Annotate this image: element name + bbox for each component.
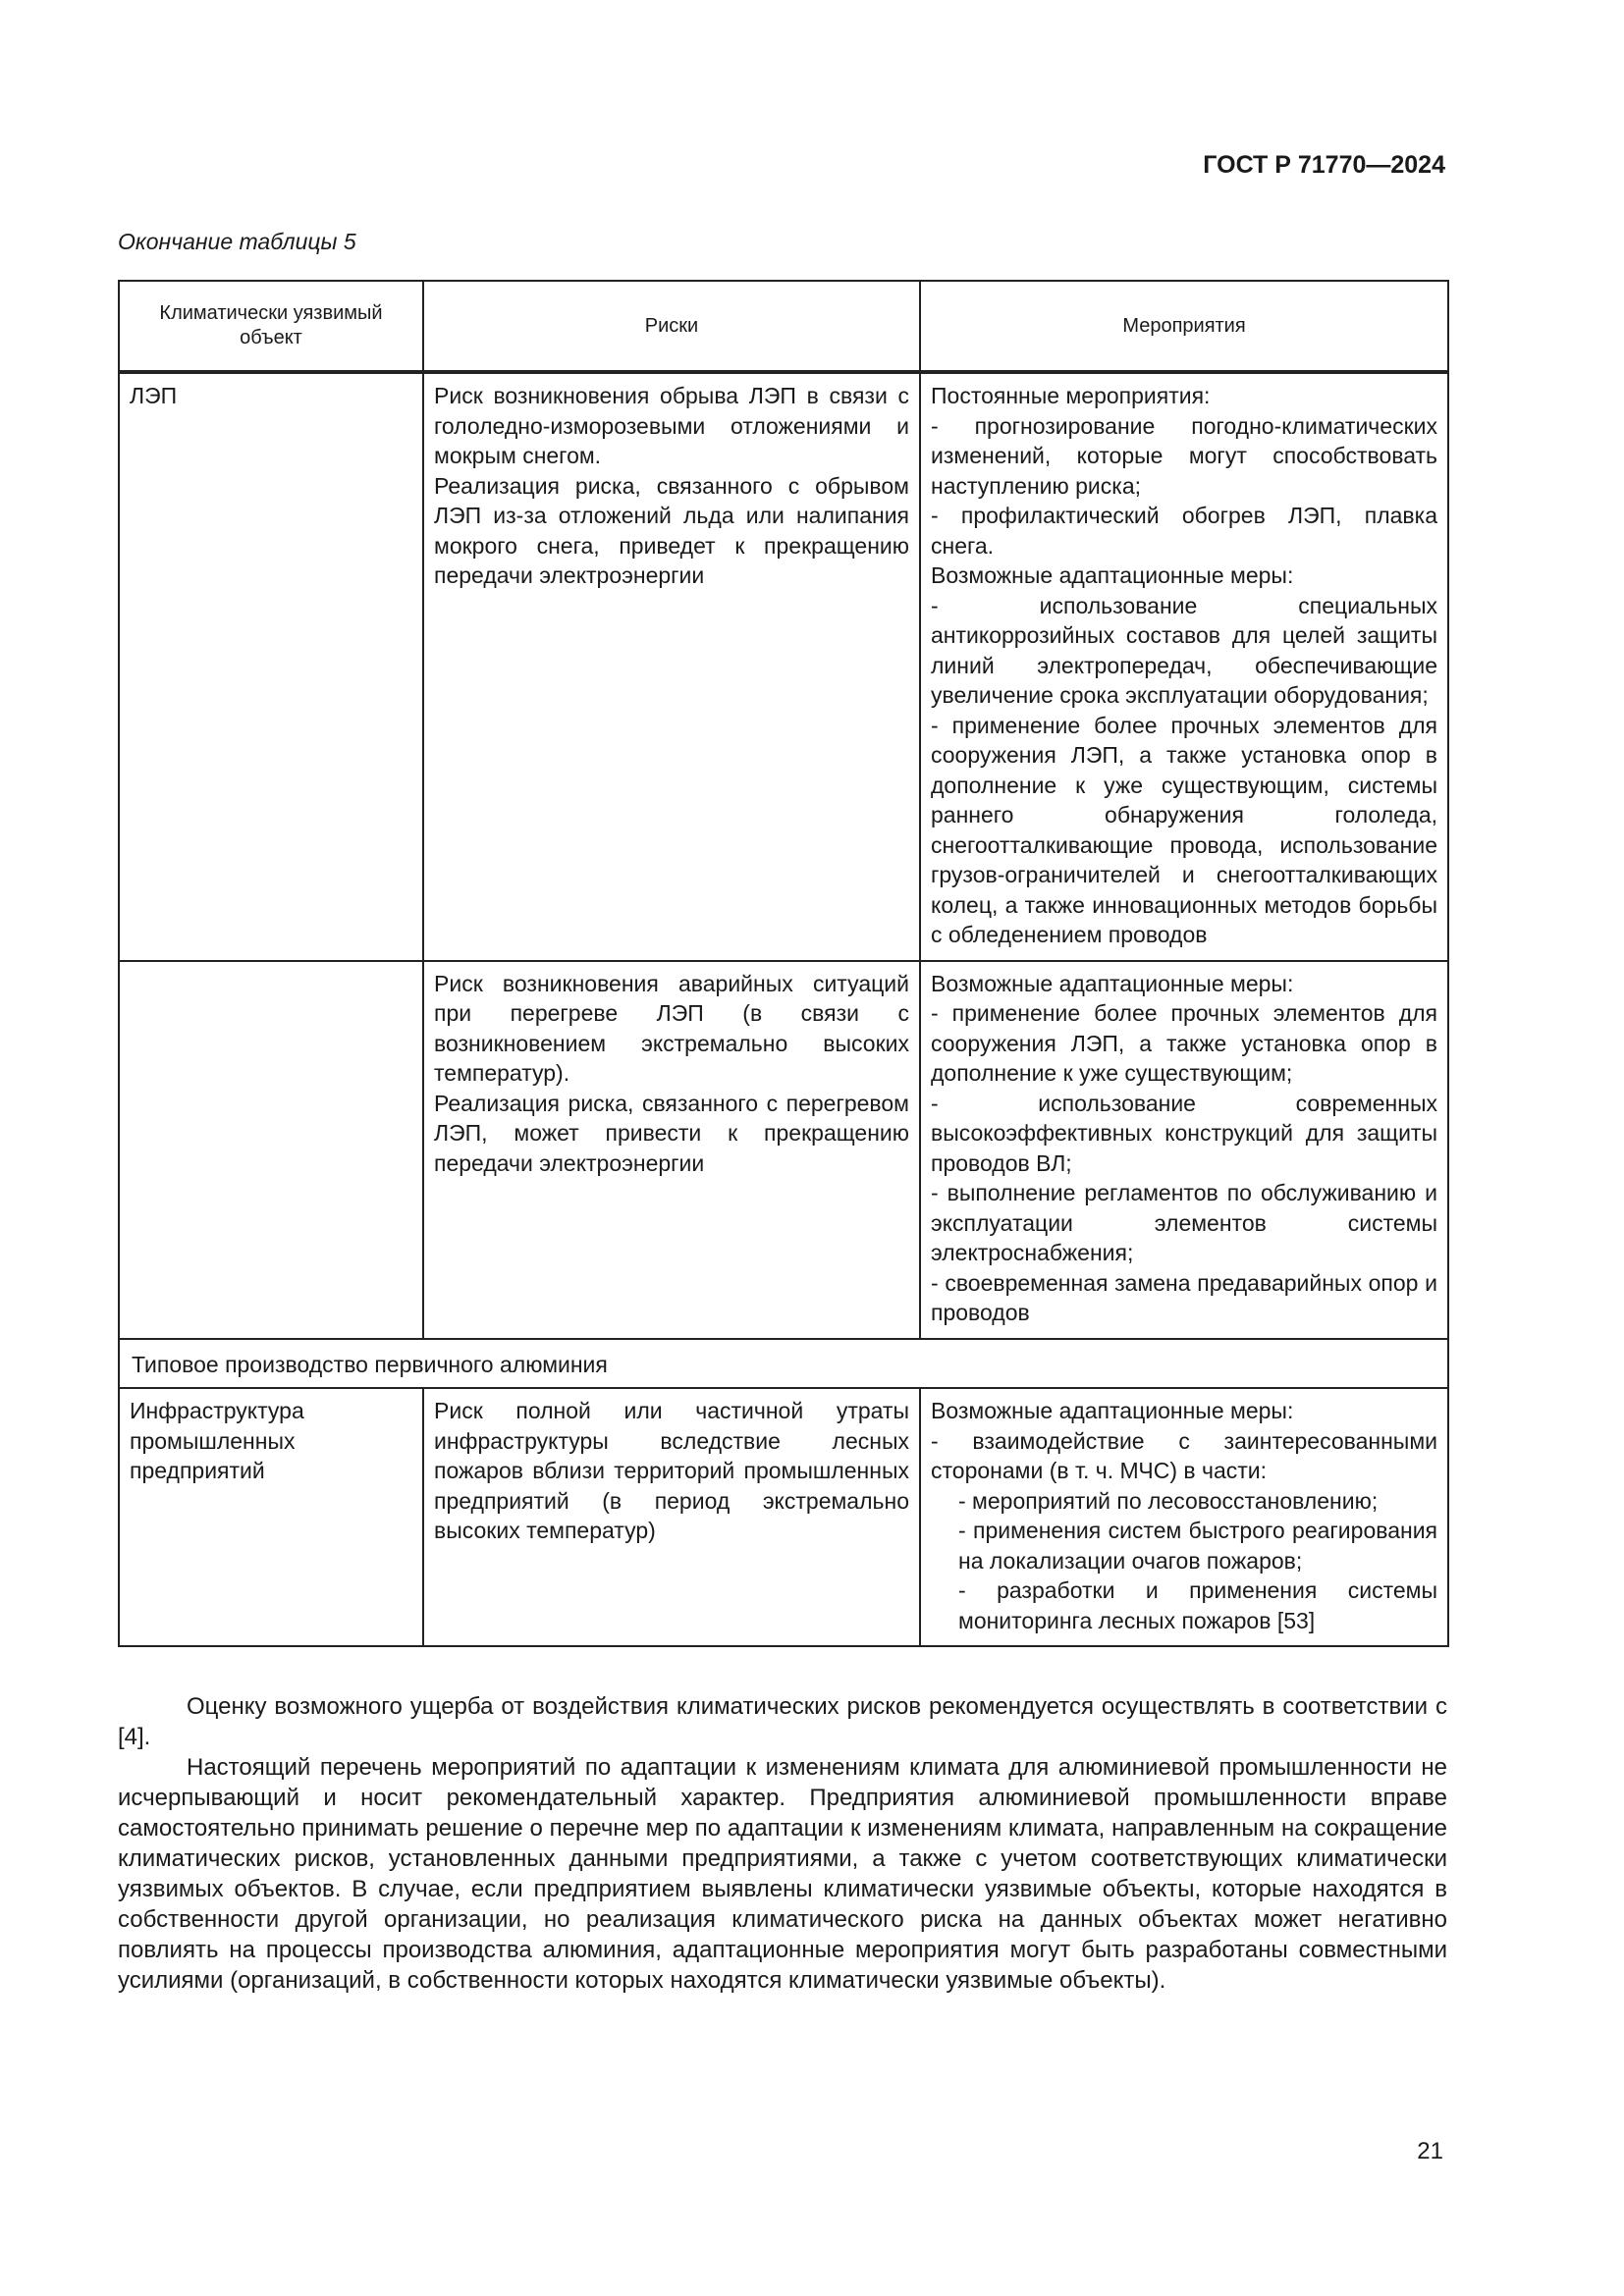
paragraph: Оценку возможного ущерба от воздействия климатических рисков рекомендуется осуществлять в соответствии с [4]. bbox=[118, 1693, 1447, 1750]
table-header-row bbox=[119, 281, 1448, 371]
measure-line: - использование современных высокоэффективных конструкций для защиты проводов ВЛ; bbox=[931, 1090, 1437, 1176]
object-cell: Инфраструктура промышленных предприятий bbox=[119, 1388, 423, 1646]
object-cell bbox=[119, 961, 423, 1339]
document-code: ГОСТ Р 71770—2024 bbox=[1203, 151, 1445, 179]
table-caption: Окончание таблицы 5 bbox=[118, 229, 356, 254]
table-row bbox=[119, 373, 1448, 961]
measures-cell bbox=[920, 373, 1448, 961]
measure-line: - применение более прочных элементов для сооружения ЛЭП, а также установка опор в дополнение к уже существующим, системы раннего обнаружения гололеда, снегоотталкивающие провода, использование грузов-ограничителей и снегоотталкивающих колец, а также инновационных методов борьбы с обледенением проводов bbox=[931, 712, 1437, 947]
section-title: Типовое производство первичного алюминия bbox=[119, 1339, 1448, 1389]
measure-line: Возможные адаптационные меры: bbox=[931, 562, 1294, 588]
measure-line: - применение более прочных элементов для сооружения ЛЭП, а также установка опор в дополнение к уже существующим; bbox=[931, 1000, 1437, 1086]
page-number: 21 bbox=[1417, 2138, 1443, 2164]
measure-line: Постоянные мероприятия: bbox=[931, 383, 1211, 408]
measure-line: - прогнозирование погодно-климатических изменений, которые могут способствовать наступлению риска; bbox=[931, 412, 1437, 499]
table-row bbox=[119, 961, 1448, 1339]
measures-table bbox=[118, 280, 1449, 1647]
column-header-risks: Риски bbox=[423, 281, 920, 371]
measure-line: Возможные адаптационные меры: bbox=[931, 1398, 1294, 1423]
risk-cell: Риск возникновения обрыва ЛЭП в связи с гололедно-изморозевыми отложениями и мокрым снегом. Реализация риска, связанного с обрывом ЛЭП из-за отложений льда или налипания мокрого снега, приведет к прекращению передачи электроэнергии bbox=[423, 373, 920, 961]
measure-line: - выполнение регламентов по обслуживанию и эксплуатации элементов системы электроснабжения; bbox=[931, 1180, 1437, 1265]
section-row bbox=[119, 1339, 1448, 1389]
measure-line: - использование специальных антикоррозийных составов для целей защиты линий электропередач, обеспечивающие увеличение срока эксплуатации оборудования; bbox=[931, 592, 1437, 708]
measure-line: - профилактический обогрев ЛЭП, плавка снега. bbox=[931, 503, 1437, 559]
column-header-measures: Мероприятия bbox=[920, 281, 1448, 371]
table-row bbox=[119, 1388, 1448, 1646]
object-cell: ЛЭП bbox=[119, 373, 423, 961]
sub-measure-line: - применения систем быстрого реагирования на локализации очагов пожаров; bbox=[958, 1518, 1437, 1574]
paragraph: Настоящий перечень мероприятий по адаптации к изменениям климата для алюминиевой промышленности не исчерпывающий и носит рекомендательный характер. Предприятия алюминиевой промышленности вправе самостоятельно принимать решение о перечне мер по адаптации к изменениям климата, направленным на сокращение климатических рисков, установленных данными предприятиями, а также с учетом соответствующих климатически уязвимых объектов. В случае, если предприятием выявлены климатически уязвимые объекты, которые находятся в собственности другой организации, но реализация климатического риска на данных объектах может негативно повлиять на процессы производства алюминия, адаптационные мероприятия могут быть разработаны совместными усилиями (организаций, в собственности которых находятся климатически уязвимые объекты). bbox=[118, 1754, 1447, 1994]
measures-cell bbox=[920, 961, 1448, 1339]
measures-cell bbox=[920, 1388, 1448, 1646]
column-header-object: Климатически уязвимый объект bbox=[119, 281, 423, 371]
sub-measure-line: - мероприятий по лесовосстановлению; bbox=[958, 1487, 1379, 1514]
measure-line: - своевременная замена предаварийных опор и проводов bbox=[931, 1269, 1437, 1325]
risk-cell: Риск возникновения аварийных ситуаций при перегреве ЛЭП (в связи с возникновением экстремально высоких температур). Реализация риска, связанного с перегревом ЛЭП, может привести к прекращению передачи электроэнергии bbox=[423, 961, 920, 1339]
measure-line: Возможные адаптационные меры: bbox=[931, 970, 1294, 996]
sub-measure-line: - разработки и применения системы мониторинга лесных пожаров [53] bbox=[958, 1577, 1437, 1633]
body-text bbox=[118, 1691, 1447, 1996]
risk-cell: Риск полной или частичной утраты инфраструктуры вследствие лесных пожаров вблизи территорий промышленных предприятий (в период экстремально высоких температур) bbox=[423, 1388, 920, 1646]
measure-line: - взаимодействие с заинтересованными сторонами (в т. ч. МЧС) в части: bbox=[931, 1427, 1437, 1483]
